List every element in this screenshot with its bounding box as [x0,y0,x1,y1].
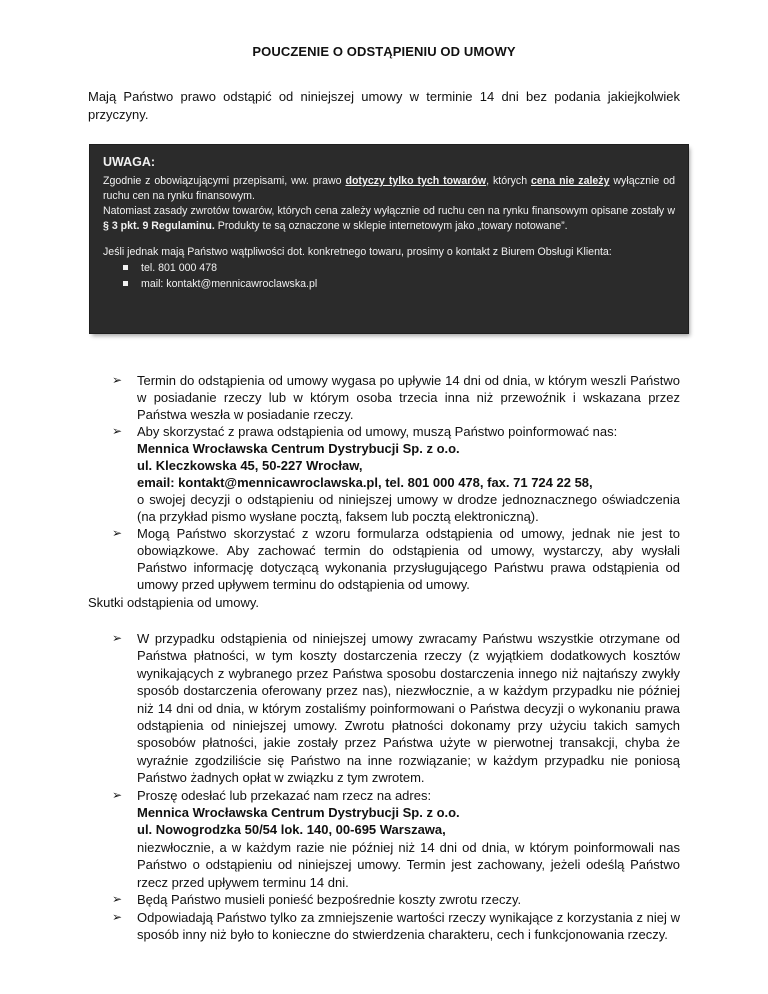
list-item: ➢ Mogą Państwo skorzystać z wzoru formularza odstąpienia od umowy, jednak nie jest to obowiązkowe. Aby zachować termin do odstąpienia od umowy, wystarczy, aby wysłali Państwo informację dotyczącą wykonania przysługującego Państwu prawa odstąpienia od umowy przed upływem terminu do odstąpienia od umowy. [112,526,680,592]
warning-emphasis-goods: dotyczy tylko tych towarów [345,175,487,187]
section-subheading: Skutki odstąpienia od umowy. [88,595,260,610]
section-withdrawal-terms [112,372,680,593]
warning-box [90,145,688,333]
company-name: Mennica Wrocławska Centrum Dystrybucji Sp. z o.o. [137,441,460,456]
arrow-bullet-icon: ➢ [112,787,123,802]
arrow-bullet-icon: ➢ [112,424,123,438]
warning-emphasis-price: cena nie zależy [531,175,610,187]
list-item: ➢ Proszę odesłać lub przekazać nam rzecz na adres: Mennica Wrocławska Centrum Dystrybucji Sp. z o.o. ul. Nowogrodzka 50/54 lok. 140, 00-695 Warszawa, niezwłocznie, a w każdym razie nie później niż 14 dni od dnia, w którym poinformowali nas Państwo o odstąpieniu od niniejszej umowy. Termin jest zachowany, jeżeli odeślą Państwo rzecz przed upływem terminu 14 dni. [112,787,680,890]
warning-paragraph-1: Zgodnie z obowiązującymi przepisami, ww. prawo dotyczy tylko tych towarów, których cena nie zależy wyłącznie od ruchu cen na rynku finansowym. [103,175,676,202]
list-item: ➢ Termin do odstąpienia od umowy wygasa po upływie 14 dni od dnia, w którym weszli Państwo w posiadanie rzeczy lub w którym osoba trzecia inna niż przewoźnik i wskazana przez Państwa weszła w posiadanie rzeczy. [112,373,680,422]
arrow-bullet-icon: ➢ [112,526,123,540]
warning-paragraph-2: Natomiast zasady zwrotów towarów, których cena zależy wyłącznie od ruchu cen na rynku finansowym opisane zostały w § 3 pkt. 9 Regulaminu. Produkty te są oznaczone w sklepie internetowym jako „towary notowane”. [103,205,675,232]
list-item: ➢ Odpowiadają Państwo tylko za zmniejszenie wartości rzeczy wynikające z korzystania z niej w sposób inny niż było to konieczne do stwierdzenia charakteru, cech i funkcjonowania rzeczy. [112,909,680,942]
list-item: ➢ Będą Państwo musieli ponieść bezpośrednie koszty zwrotu rzeczy. [112,892,522,908]
contact-phone: tel. 801 000 478 [123,260,675,276]
contact-email: mail: kontakt@mennicawroclawska.pl [123,276,675,292]
arrow-bullet-icon: ➢ [112,909,123,924]
section-withdrawal-effects [112,630,680,943]
list-item: ➢ W przypadku odstąpienia od niniejszej umowy zwracamy Państwu wszystkie otrzymane od Państwa płatności, w tym koszty dostarczenia rzeczy (z wyjątkiem dodatkowych kosztów wynikających z wybranego przez Państwa sposobu dostarczenia innego niż najtańszy zwykły sposób dostarczenia oferowany przez nas), niezwłocznie, a w każdym przypadku nie później niż 14 dni od dnia, w którym zostaliśmy poinformowani o Państwa decyzji o wykonaniu prawa odstąpienia od niniejszej umowy. Zwrotu płatności dokonamy przy użyciu takich samych sposobów płatności, jakie zostały przez Państwa użyte w pierwotnej transakcji, chyba że wyraźnie zgodziliście się Państwo na inne rozwiązanie; w każdym przypadku nie poniosą Państwo żadnych opłat w związku z tym zwrotem. [112,631,680,786]
return-company-name: Mennica Wrocławska Centrum Dystrybucji Sp. z o.o. [137,805,460,821]
company-contact: email: kontakt@mennicawroclawska.pl, tel. 801 000 478, fax. 71 724 22 58, [137,475,593,490]
regulation-reference: § 3 pkt. 9 Regulaminu. [103,220,215,232]
arrow-bullet-icon: ➢ [112,631,123,645]
warning-heading: UWAGA: [103,155,156,169]
page-title: POUCZENIE O ODSTĄPIENIU OD UMOWY [252,44,516,59]
return-address: ul. Nowogrodzka 50/54 lok. 140, 00-695 Warszawa, [137,822,446,838]
contact-list [103,260,675,292]
warning-paragraph-3: Jeśli jednak mają Państwo wątpliwości dot. konkretnego towaru, prosimy o kontakt z Biurem Obsługi Klienta: [103,246,612,258]
arrow-bullet-icon: ➢ [112,892,123,907]
arrow-bullet-icon: ➢ [112,373,123,387]
list-item: ➢ Aby skorzystać z prawa odstąpienia od umowy, muszą Państwo poinformować nas: Mennica Wrocławska Centrum Dystrybucji Sp. z o.o. ul. Kleczkowska 45, 50-227 Wrocław, email: kontakt@mennicawroclawska.pl, tel. 801 000 478, fax. 71 724 22 58, o swojej decyzji o odstąpieniu od niniejszej umowy w drodze jednoznacznego oświadczenia (na przykład pismo wysłane pocztą, faksem lub pocztą elektroniczną). [112,424,680,524]
intro-paragraph: Mają Państwo prawo odstąpić od niniejszej umowy w terminie 14 dni bez podania jakiejkolwiek przyczyny. [88,89,680,122]
company-address: ul. Kleczkowska 45, 50-227 Wrocław, [137,458,363,473]
